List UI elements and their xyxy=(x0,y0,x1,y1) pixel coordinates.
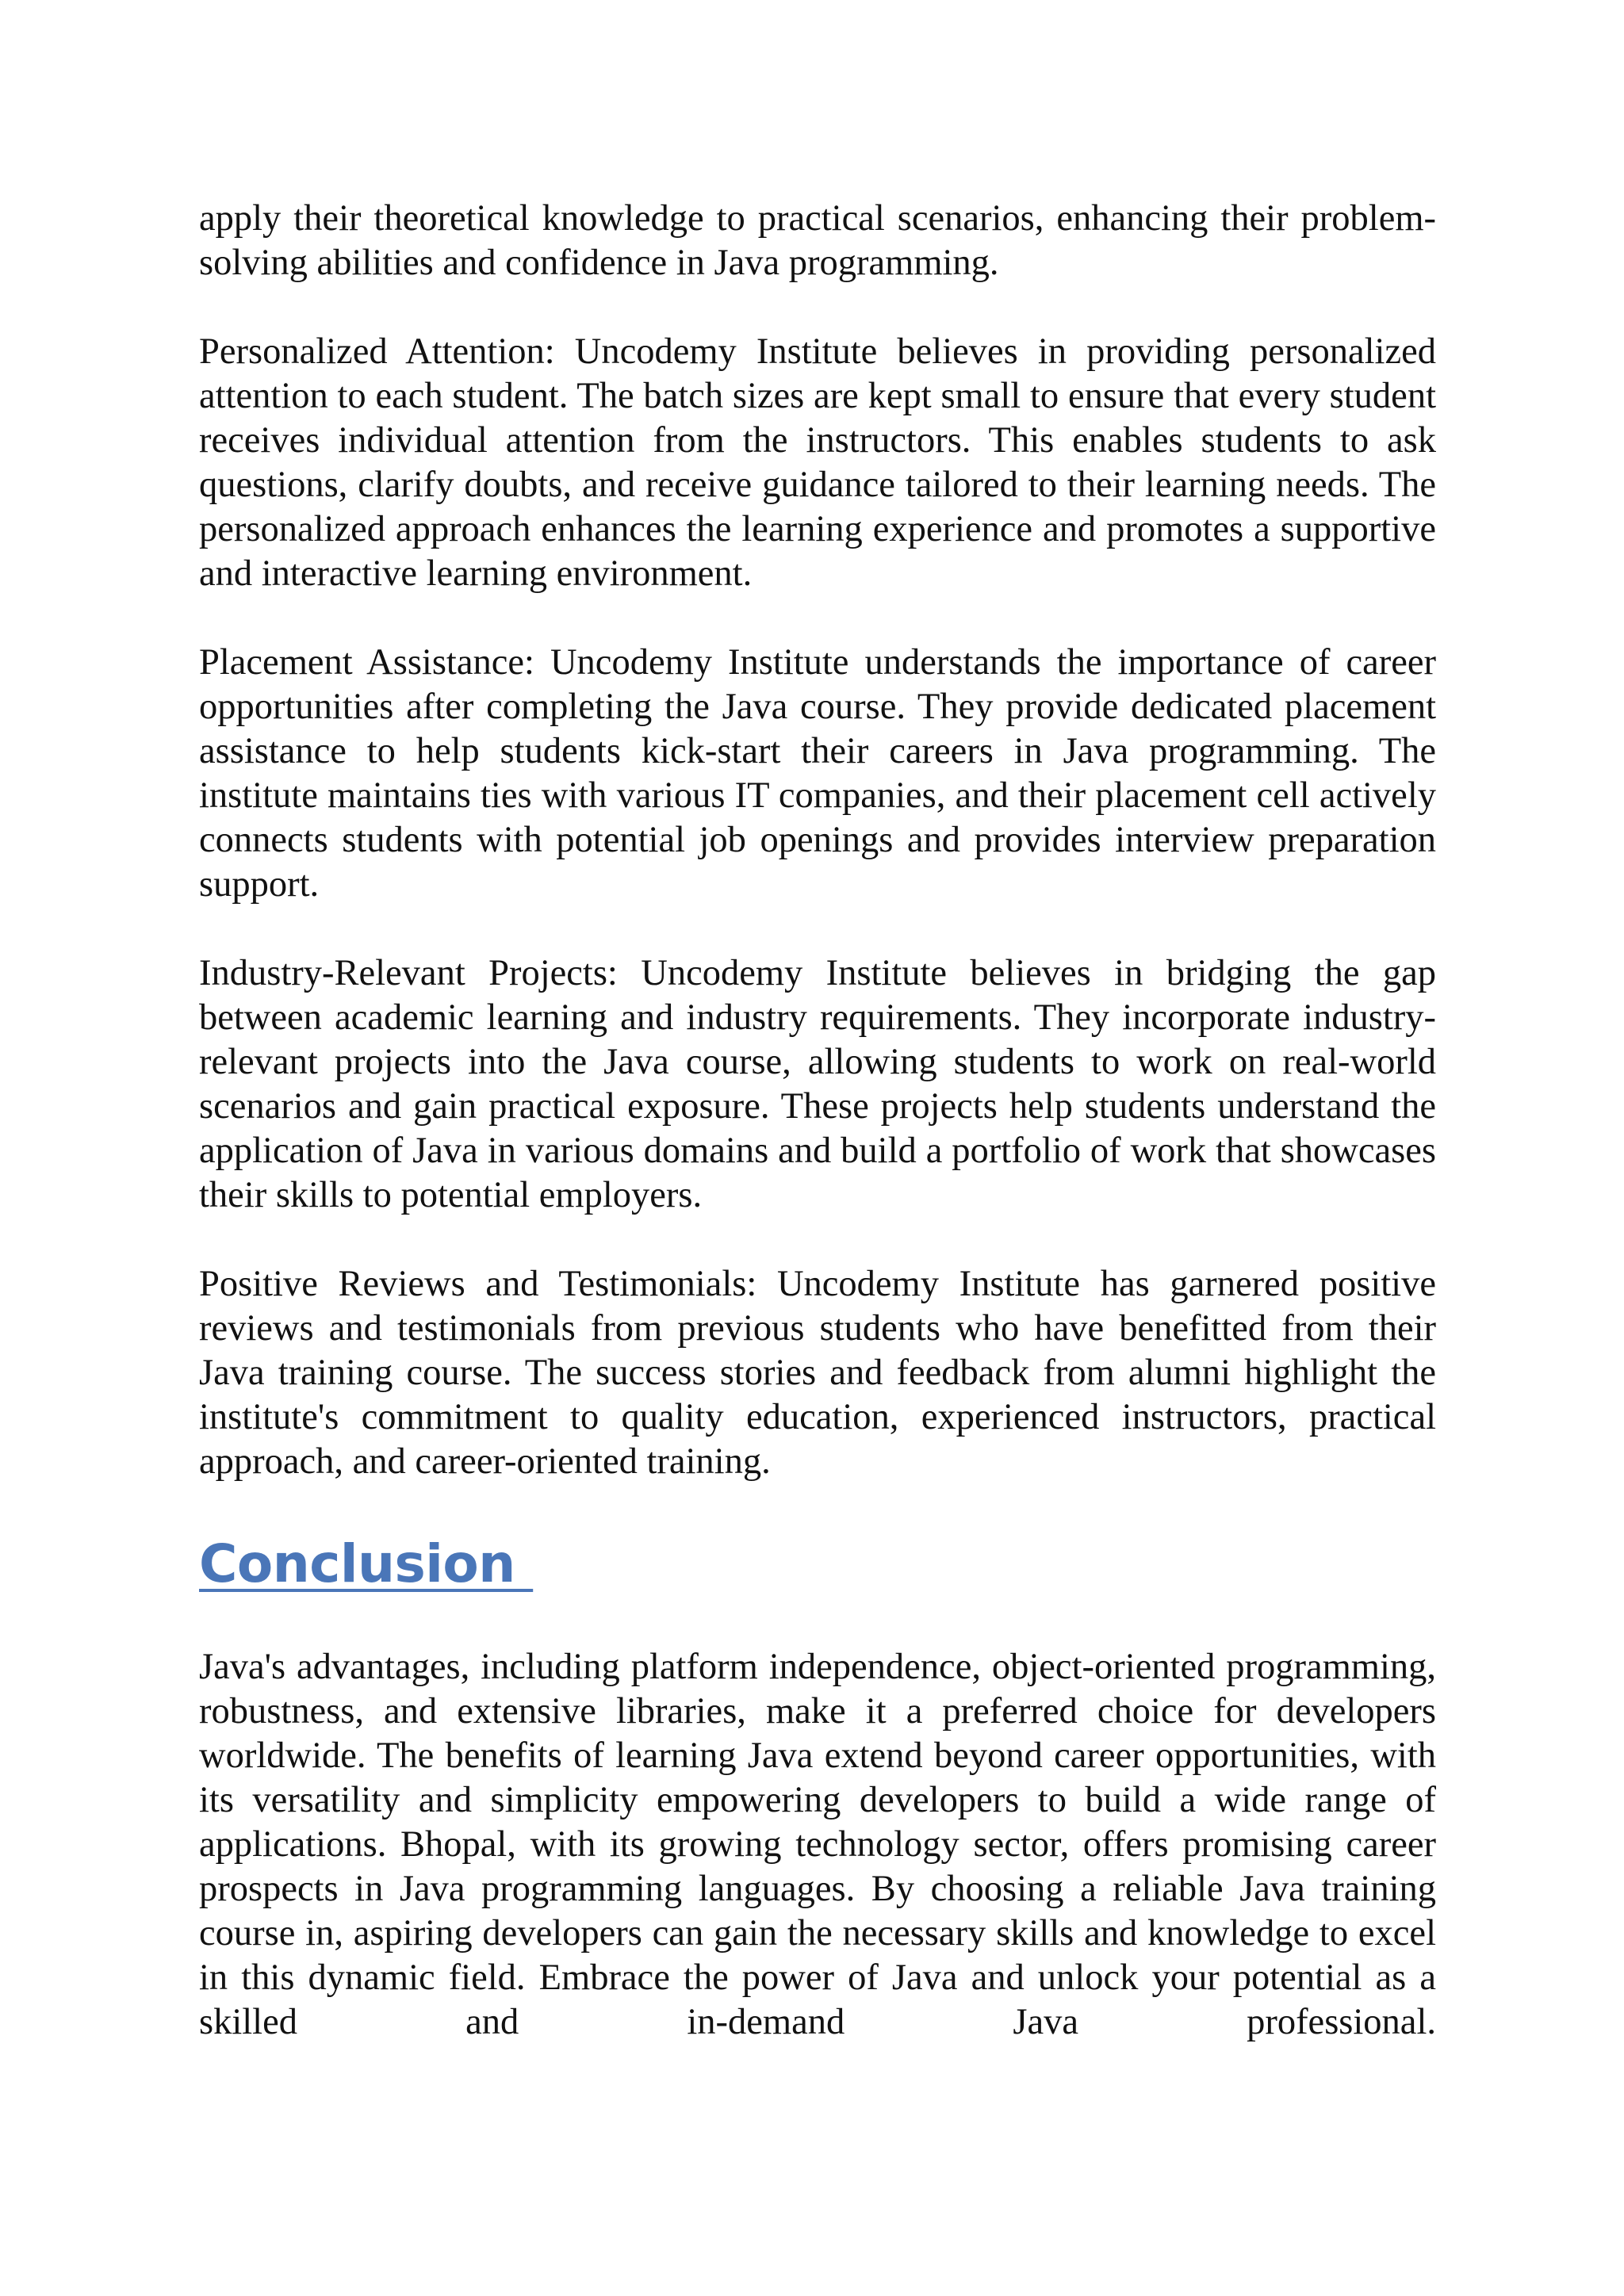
paragraph-practical-application: apply their theoretical knowledge to practical scenarios, enhancing their problem-solving abilities and confidence in Java programming. xyxy=(199,198,1436,283)
paragraph-placement-assistance: Placement Assistance: Uncodemy Institute understands the importance of career opportunities after completing the Java course. They provide dedicated placement assistance to help students kick-start their careers in Java programming. The institute maintains ties with various IT companies, and their placement cell actively connects students with potential job openings and provides interview preparation support. xyxy=(199,642,1436,905)
paragraph-conclusion: Java's advantages, including platform independence, object-oriented programming, robustness, and extensive libraries, make it a preferred choice for developers worldwide. The benefits of learning Java extend beyond career opportunities, with its versatility and simplicity empowering developers to build a wide range of applications. Bhopal, with its growing technology sector, offers promising career prospects in Java programming languages. By choosing a reliable Java training course in, aspiring developers can gain the necessary skills and knowledge to excel in this dynamic field. Embrace the power of Java and unlock your potential as a skilled and in-demand Java professional. xyxy=(199,1647,1436,2042)
paragraph-reviews-testimonials: Positive Reviews and Testimonials: Uncodemy Institute has garnered positive reviews and testimonials from previous students who have benefitted from their Java training course. The success stories and feedback from alumni highlight the institute's commitment to quality education, experienced instructors, practical approach, and career-oriented training. xyxy=(199,1264,1436,1482)
section-heading-conclusion: Conclusion xyxy=(199,1533,534,1594)
paragraph-personalized-attention: Personalized Attention: Uncodemy Institute believes in providing personalized attention to each student. The batch sizes are kept small to ensure that every student receives individual attention from the instructors. This enables students to ask questions, clarify doubts, and receive guidance tailored to their learning needs. The personalized approach enhances the learning experience and promotes a supportive and interactive learning environment. xyxy=(199,331,1436,594)
paragraph-industry-projects: Industry-Relevant Projects: Uncodemy Institute believes in bridging the gap between academic learning and industry requirements. They incorporate industry-relevant projects into the Java course, allowing students to work on real-world scenarios and gain practical exposure. These projects help students understand the application of Java in various domains and build a portfolio of work that showcases their skills to potential employers. xyxy=(199,953,1436,1215)
document-body xyxy=(199,197,1436,2089)
